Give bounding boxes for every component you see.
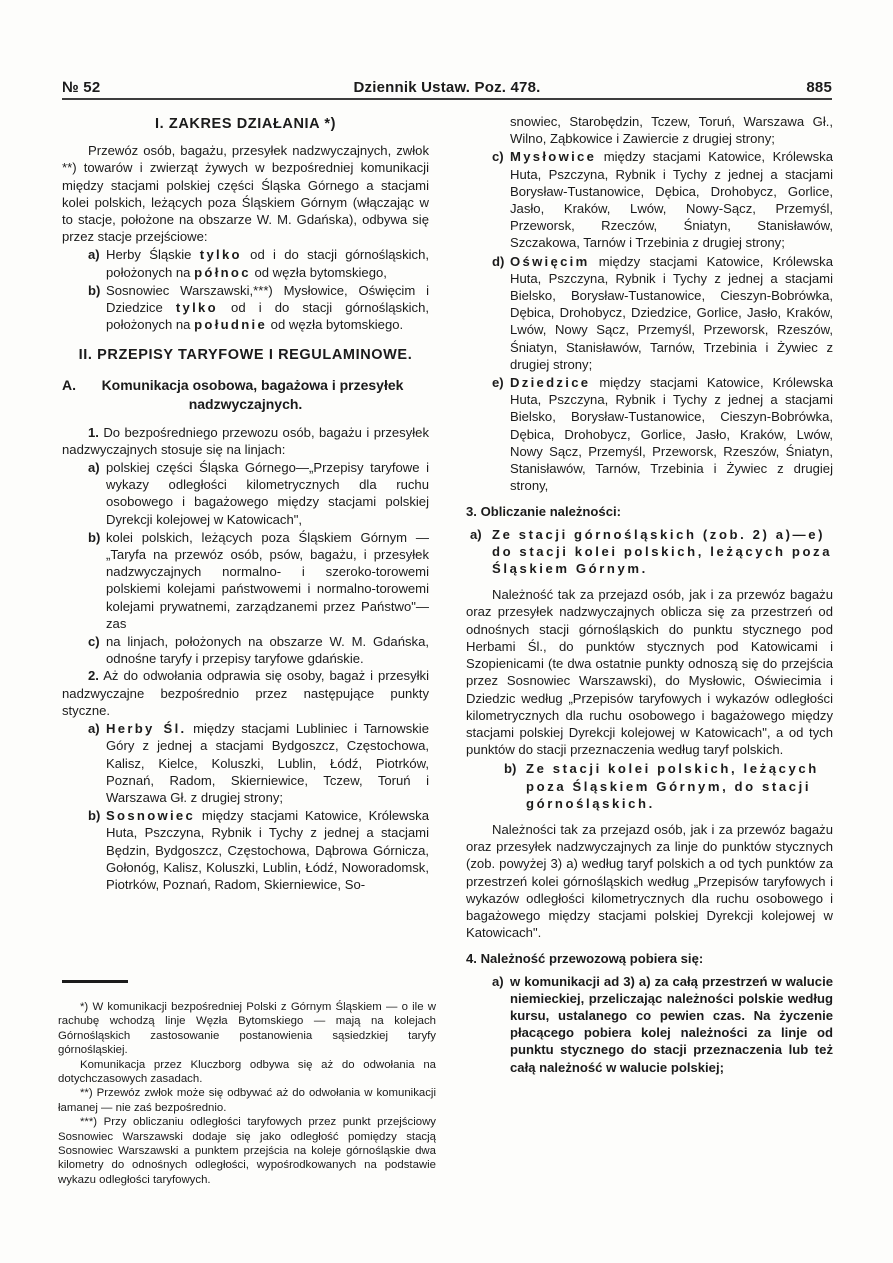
list-marker: a)	[470, 526, 482, 542]
station-name-sosnowiec: Sosnowiec	[106, 808, 196, 824]
station-name-oswiecim: Oświęcim	[510, 253, 590, 269]
heading-section-i: I. ZAKRES DZIAŁANIA *)	[154, 116, 337, 132]
paragraph-2	[62, 667, 429, 719]
paragraph-3a-body: Należność tak za przejazd osób, jak i za przewóz bagażu oraz przesyłek nadzwyczajnych oblicza się za przestrzeń od odnośnych stacji górnośląskich do punktu stycznego pod Herbami Śl., do punktów stycznych pod Katowicami i Szopienicami (te dwa ostatnie punkty odnoszą się do przejścia przez Sosnowiec Warszawski), do Mysłowic, Oświecimia i Dziedzic według „Przepisów taryfowych i wykazów odległości kilometrycznych dla ruchu osobowego i bagażowego między stacjami polskiej Dyrekcji kolejowej w Katowicach", a od tych punktów do stacji przeznaczenia według taryf polskich.	[466, 587, 833, 758]
page-number: 885	[806, 79, 832, 96]
paragraph-number: 3.	[466, 504, 477, 520]
paragraph-2-text: Aż do odwołania odprawia się osoby, bagaż i przesyłki nadzwyczajne bezpośrednio przez następujące punkty styczne.	[62, 668, 429, 718]
section-a-title: Komunikacja osobowa, bagażowa i przesyłek nadzwyczajnych.	[101, 376, 404, 412]
list-item-b-tariff-polish-rail	[62, 529, 429, 632]
heading-paragraph-3	[466, 503, 833, 520]
footnote-1: *) W komunikacji bezpośredniej Polski z Górnym Śląskiem — o ile w rachubę wchodzą linje Węzła Bytomskiego — mają na kolejach Górnośląskich zastosowanie postanowienia sąsiedzkiej taryfy górnośląskiej.	[58, 1001, 436, 1057]
list-text-mid: od i do stacji górnośląskich, położonych na	[106, 300, 429, 333]
station-name-herby: Herby Śl.	[106, 721, 187, 737]
list-marker: b)	[504, 761, 517, 777]
section-a-marker: A.	[62, 376, 76, 393]
footnote-1-continued: Komunikacja przez Kluczborg odbywa się aż do odwołania na dotychczasowych zasadach.	[58, 1058, 436, 1086]
footnotes-block	[58, 1000, 436, 1187]
left-column	[62, 112, 429, 893]
paragraph-4-title: Należność przewozową pobiera się:	[480, 951, 704, 967]
emphasis-poludnie: południe	[194, 317, 268, 333]
list-marker: a)	[492, 973, 504, 989]
list-marker: a)	[88, 460, 100, 476]
heading-section-ii: II. PRZEPISY TARYFOWE I REGULAMINOWE.	[78, 347, 413, 364]
subitem-a-from-upper-silesian-stations	[466, 526, 833, 578]
list-text-lead: Herby Śląskie	[106, 247, 200, 263]
issue-number: № 52	[62, 79, 101, 96]
emphasis-tylko: tylko	[199, 247, 242, 263]
list-marker: e)	[492, 375, 504, 391]
continuation-text: snowiec, Starobędzin, Tczew, Toruń, Warszawa Gł., Wilno, Ząbkowice i Zawiercie z drugiej strony;	[510, 114, 833, 147]
list-text: polskiej części Śląska Górnego—„Przepisy taryfowe i wykazy odległości kilometrycznych dla ruchu osobowego i bagażowego między stacjami polskiej Dyrekcji kolejowej w Katowicach",	[106, 460, 429, 527]
paragraph-number: 1.	[88, 424, 99, 440]
footnote-3: ***) Przy obliczaniu odległości taryfowych przez punkt przejściowy Sosnowiec Warszawski dodaje się jako odległość pomiędzy stacją Sosnowiec Warszawski a punktem przejścia na koleje górnośląskie dwa kilometry do odnośnych odległości, wypośrodkowanych na podstawie wykazu odległości taryfowych.	[58, 1116, 436, 1186]
paragraph-3b-body: Należności tak za przejazd osób, jak i za przewóz bagażu oraz przesyłek nadzwyczajnych za linje do punktów stycznych (zob. powyżej 3) a) według taryf polskich a od tych punktów za przestrzeń kolei górnośląskich według „Przepisów taryfowych i wykazów odległości kilometrycznych dla ruchu osobowego i bagażowego między stacjami polskiej Dyrekcji kolejowej w Katowicach".	[466, 821, 833, 941]
subitem-b-text: Ze stacji kolei polskich, leżących poza Śląskiem Górnym, do stacji górnośląskich.	[526, 761, 819, 811]
subitem-b-from-polish-rail-stations	[466, 760, 833, 812]
list-text: między stacjami Katowice, Królewska Huta, Pszczyna, Rybnik i Tychy z jednej a stacjami Bielsko, Borysław-Tustanowice, Cieszyn-Bobrówka, Dębica, Drohobycz, Gorlice, Jasło, Kraków, Lwów, Nowy Sącz, Przemyśl, Przeworsk, Rzeszów, Śniatyn, Stanisławów, Tarnów, Trzebinia i Żywiec z drugiej strony,	[510, 375, 833, 494]
station-name-myslowice: Mysłowice	[510, 149, 597, 165]
paragraph-number: 2.	[88, 668, 99, 684]
list-marker: a)	[88, 247, 100, 263]
footnote-2: **) Przewóz zwłok może się odbywać aż do odwołania w komunikacji łamanej — nie zaś bezpośrednio.	[58, 1087, 436, 1114]
list-marker: a)	[88, 721, 100, 737]
heading-paragraph-4	[466, 950, 833, 967]
emphasis-tylko: tylko	[175, 300, 218, 316]
list-item-d-oswiecim	[466, 253, 833, 373]
list-text-tail: od węzła bytomskiego,	[250, 264, 387, 280]
list-item-b-continuation	[466, 113, 833, 147]
list-text: między stacjami Katowice, Królewska Huta, Pszczyna, Rybnik i Tychy z jednej a stacjami Bielsko, Borysław-Tustanowice, Cieszyn-Bobrówka, Dębica, Drohobycz, Dziedzice, Gorlice, Jasło, Kraków, Lwów, Nowy Sącz, Przemyśl, Przeworsk, Rzeszów, Śniatyn, Stanisławów, Tarnów, Trzebinia i Żywiec z drugiej strony;	[510, 253, 833, 372]
list-text: kolei polskich, leżących poza Śląskiem Górnym — „Taryfa na przewóz osób, psów, bagażu, i przesyłek nadzwyczajnych normalno- i szeroko-torowemi polskiemi kolejami państwowemi i normalno-torowemi kolejami prywatnemi, zarządzanemi przez Państwo"—zas	[106, 529, 429, 631]
list-item-c-myslowice	[466, 148, 833, 251]
paragraph-1	[62, 424, 429, 458]
list-text-lead: Sosnowiec Warszawski,***) Mysłowice, Oświęcim i Dziedzice	[106, 282, 429, 316]
list-text: między stacjami Lubliniec i Tarnowskie Góry z jednej a stacjami Bydgoszcz, Częstochowa, Kalisz, Kielce, Koluszki, Lublin, Łódź, Piotrków, Poznań, Radom, Skierniewice, Tczew, Toruń i Warszawa Gł. z drugiej strony;	[106, 721, 429, 805]
list-item-c-tariff-gdansk	[62, 633, 429, 667]
station-name-dziedzice: Dziedzice	[510, 375, 591, 391]
list-marker: d)	[492, 253, 505, 269]
list-item-b-sosnowiec-stations	[62, 807, 429, 893]
paragraph-scope-intro: Przewóz osób, bagażu, przesyłek nadzwyczajnych, zwłok **) towarów i zwierząt żywych w bezpośredniej komunikacji między stacjami polskiej części Śląska Górnego a stacjami kolei polskich, leżących poza Śląskiem Górnym (włączając w to stacje, położone na obszarze W. M. Gdańska), odbywa się przez stacje przejściowe:	[62, 143, 429, 245]
list-text-tail: od węzła bytomskiego.	[267, 317, 404, 333]
list-item-a-payment-currency	[466, 973, 833, 1076]
heading-section-a	[62, 376, 429, 414]
list-item-a-tariff-upper-silesia	[62, 459, 429, 528]
list-text-mid: od i do stacji górnośląskich, położonych na	[106, 247, 429, 280]
subitem-a-text: Ze stacji górnośląskich (zob. 2) a)—e) do stacji kolei polskich, leżących poza Śląskiem Górnym.	[492, 526, 833, 577]
list-text: w komunikacji ad 3) a) za całą przestrzeń w walucie niemieckiej, przeliczając należności polskie według kursu, ustalanego co pewien czas. Na życzenie płacącego pobiera kolej należności za linje od punktu stycznego do stacji przeznaczenia lub też całą należność w walucie polskiej;	[510, 973, 833, 1075]
list-item-e-dziedzice	[466, 374, 833, 494]
list-text: na linjach, położonych na obszarze W. M. Gdańska, odnośne taryfy i przepisy taryfowe gdańskie.	[106, 634, 429, 667]
list-marker: b)	[88, 529, 101, 545]
header-rule	[62, 98, 832, 100]
page-header	[62, 70, 832, 96]
list-text: między stacjami Katowice, Królewska Huta, Pszczyna, Rybnik i Tychy z jednej a stacjami Będzin, Bydgoszcz, Częstochowa, Dąbrowa Górnicza, Gołonóg, Kalisz, Koluszki, Lublin, Łódź, Noworadomsk, Piotrków, Poznań, Radom, Skierniewice, So-	[106, 808, 429, 892]
list-marker: b)	[88, 808, 101, 824]
list-text: między stacjami Katowice, Królewska Huta, Pszczyna, Rybnik i Tychy z jednej a stacjami Borysław-Tustanowice, Dębica, Drohobycz, Gorlice, Jasło, Kraków, Lwów, Nowy-Sącz, Przemyśl, Przeworsk, Rzeczów, Śniatyn, Stanisławów, Szczakowa, Tarnów i Trzebinia z drugiej strony;	[510, 149, 833, 251]
paragraph-number: 4.	[466, 951, 477, 967]
paragraph-1-text: Do bezpośredniego przewozu osób, bagażu i przesyłek nadzwyczajnych stosuje się na linjach:	[62, 424, 429, 457]
emphasis-polnoc: północ	[194, 264, 251, 280]
list-marker: c)	[88, 634, 100, 650]
list-item-a-herby-sl	[62, 720, 429, 806]
right-column	[466, 112, 833, 1076]
paragraph-3-title: Obliczanie należności:	[480, 504, 621, 520]
list-item-a-herby	[62, 246, 429, 280]
list-item-b-sosnowiec	[62, 282, 429, 334]
list-marker: b)	[88, 282, 101, 298]
list-marker: c)	[492, 149, 504, 165]
footnote-separator-rule	[62, 980, 128, 983]
publication-title: Dziennik Ustaw. Poz. 478.	[353, 79, 541, 96]
